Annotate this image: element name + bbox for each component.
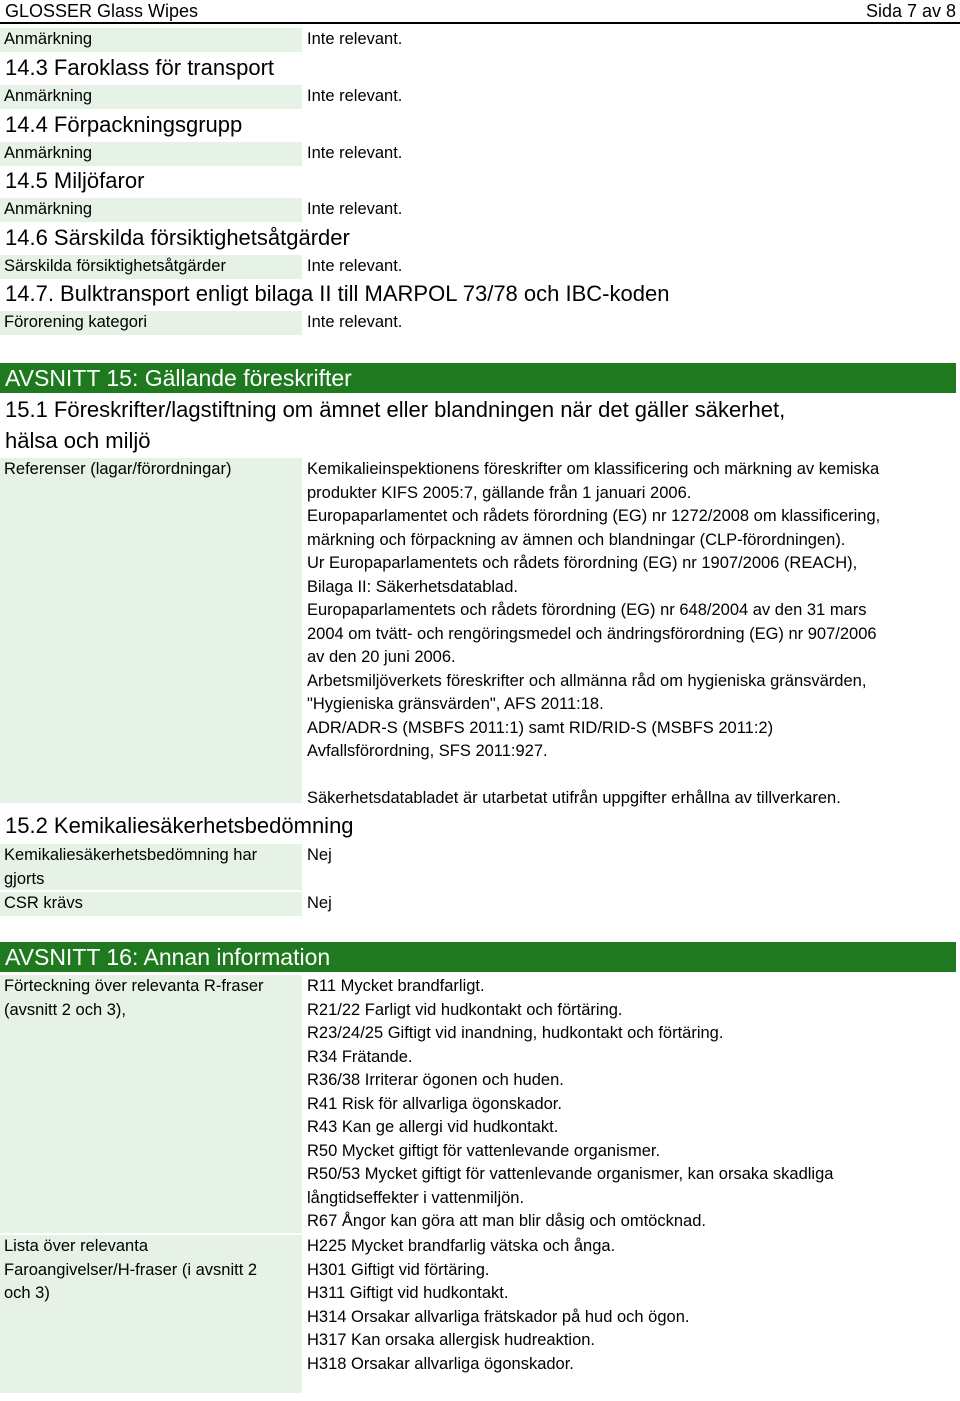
reference-line: av den 20 juni 2006. — [307, 648, 456, 666]
h-phrase: H311 Giftigt vid hudkontakt. — [307, 1284, 509, 1302]
r-phrases-label — [0, 975, 302, 1233]
reference-note: Säkerhetsdatabladet är utarbetat utifrån uppgifter erhållna av tillverkaren. — [307, 788, 841, 807]
h-phrases-label-line3: och 3) — [4, 1284, 50, 1302]
heading-15-2: 15.2 Kemikaliesäkerhetsbedömning — [5, 813, 354, 838]
r-phrase: R21/22 Farligt vid hudkontakt och förtäring. — [307, 1000, 623, 1019]
r-phrase: R36/38 Irriterar ögonen och huden. — [307, 1071, 564, 1089]
reference-line: "Hygieniska gränsvärden", AFS 2011:18. — [307, 695, 604, 713]
csa-label — [0, 844, 302, 890]
references-label: Referenser (lagar/förordningar) — [0, 458, 302, 803]
h-phrases-label — [0, 1235, 302, 1393]
reference-line: Kemikalieinspektionens föreskrifter om klassificering och märkning av kemiska — [307, 460, 880, 478]
h-phrase: H314 Orsakar allvarliga frätskador på hud och ögon. — [307, 1307, 690, 1326]
special-precautions-label: Särskilda försiktighetsåtgärder — [0, 255, 302, 279]
r-phrase: R50/53 Mycket giftigt för vattenlevande organismer, kan orsaka skadliga — [307, 1165, 834, 1183]
h-phrases-label-line2: Faroangivelser/H-fraser (i avsnitt 2 — [4, 1260, 258, 1279]
csa-value: Nej — [307, 846, 332, 864]
heading-14-6: 14.6 Särskilda försiktighetsåtgärder — [5, 225, 350, 250]
heading-15-1-line1: 15.1 Föreskrifter/lagstiftning om ämnet eller blandningen när det gäller säkerhet, — [5, 397, 786, 422]
reference-line: Arbetsmiljöverkets föreskrifter och allmänna råd om hygieniska gränsvärden, — [307, 671, 867, 690]
reference-line: Europaparlamentets och rådets förordning (EG) nr 648/2004 av den 31 mars — [307, 601, 867, 619]
r-phrase: R23/24/25 Giftigt vid inandning, hudkontakt och förtäring. — [307, 1024, 724, 1042]
heading-14-7: 14.7. Bulktransport enligt bilaga II till MARPOL 73/78 och IBC-koden — [5, 281, 670, 306]
heading-14-5: 14.5 Miljöfaror — [5, 168, 145, 193]
remark-value: Inte relevant. — [307, 144, 403, 162]
csr-label: CSR krävs — [0, 892, 302, 916]
remark-value: Inte relevant. — [307, 87, 403, 105]
csa-label-line1: Kemikaliesäkerhetsbedömning har — [4, 846, 258, 864]
heading-15-1-line2: hälsa och miljö — [5, 428, 151, 453]
reference-line: märkning och förpackning av ämnen och blandningar (CLP-förordningen). — [307, 530, 846, 549]
remark-value: Inte relevant. — [307, 30, 403, 48]
remark-label: Anmärkning — [0, 28, 302, 52]
r-phrase: R11 Mycket brandfarligt. — [307, 977, 485, 995]
heading-14-3: 14.3 Faroklass för transport — [5, 55, 275, 80]
remark-label: Anmärkning — [0, 85, 302, 109]
csr-value: Nej — [307, 894, 332, 912]
remark-value: Inte relevant. — [307, 200, 403, 218]
reference-line: 2004 om tvätt- och rengöringsmedel och ändringsförordning (EG) nr 907/2006 — [307, 624, 877, 643]
h-phrase: H317 Kan orsaka allergisk hudreaktion. — [307, 1331, 596, 1349]
r-phrase: R50 Mycket giftigt för vattenlevande organismer. — [307, 1141, 661, 1160]
r-phrase: långtidseffekter i vattenmiljön. — [307, 1188, 525, 1207]
reference-line: Bilaga II: Säkerhetsdatablad. — [307, 577, 518, 596]
csa-label-line2: gjorts — [4, 869, 45, 888]
h-phrase: H318 Orsakar allvarliga ögonskador. — [307, 1354, 574, 1373]
r-phrase: R41 Risk för allvarliga ögonskador. — [307, 1094, 562, 1113]
reference-line: produkter KIFS 2005:7, gällande från 1 januari 2006. — [307, 483, 692, 502]
page-number: Sida 7 av 8 — [865, 1, 956, 21]
pollution-category-value: Inte relevant. — [307, 313, 403, 331]
reference-line: Ur Europaparlamentets och rådets förordning (EG) nr 1907/2006 (REACH), — [307, 554, 858, 572]
remark-label: Anmärkning — [0, 198, 302, 222]
r-phrases-label-line1: Förteckning över relevanta R-fraser — [4, 977, 264, 995]
pollution-category-label: Förorening kategori — [0, 311, 302, 335]
r-phrases-list — [307, 975, 947, 1234]
references-list — [307, 458, 947, 810]
h-phrase: H301 Giftigt vid förtäring. — [307, 1260, 490, 1279]
section-15-title: AVSNITT 15: Gällande föreskrifter — [0, 363, 956, 393]
r-phrase: R43 Kan ge allergi vid hudkontakt. — [307, 1118, 559, 1136]
remark-label: Anmärkning — [0, 142, 302, 166]
product-name: GLOSSER Glass Wipes — [5, 1, 199, 21]
section-16-title: AVSNITT 16: Annan information — [0, 942, 956, 972]
h-phrase: H225 Mycket brandfarlig vätska och ånga. — [307, 1237, 616, 1255]
r-phrase: R34 Frätande. — [307, 1047, 413, 1066]
special-precautions-value: Inte relevant. — [307, 257, 403, 275]
reference-line: Avfallsförordning, SFS 2011:927. — [307, 742, 548, 760]
heading-14-4: 14.4 Förpackningsgrupp — [5, 112, 243, 137]
r-phrase: R67 Ångor kan göra att man blir dåsig och omtöcknad. — [307, 1212, 706, 1230]
header-divider — [0, 22, 960, 24]
h-phrases-list — [307, 1235, 947, 1376]
h-phrases-label-line1: Lista över relevanta — [4, 1237, 148, 1255]
r-phrases-label-line2: (avsnitt 2 och 3), — [4, 1000, 126, 1019]
reference-line: ADR/ADR-S (MSBFS 2011:1) samt RID/RID-S (MSBFS 2011:2) — [307, 718, 774, 737]
reference-line: Europaparlamentet och rådets förordning (EG) nr 1272/2008 om klassificering, — [307, 507, 881, 525]
